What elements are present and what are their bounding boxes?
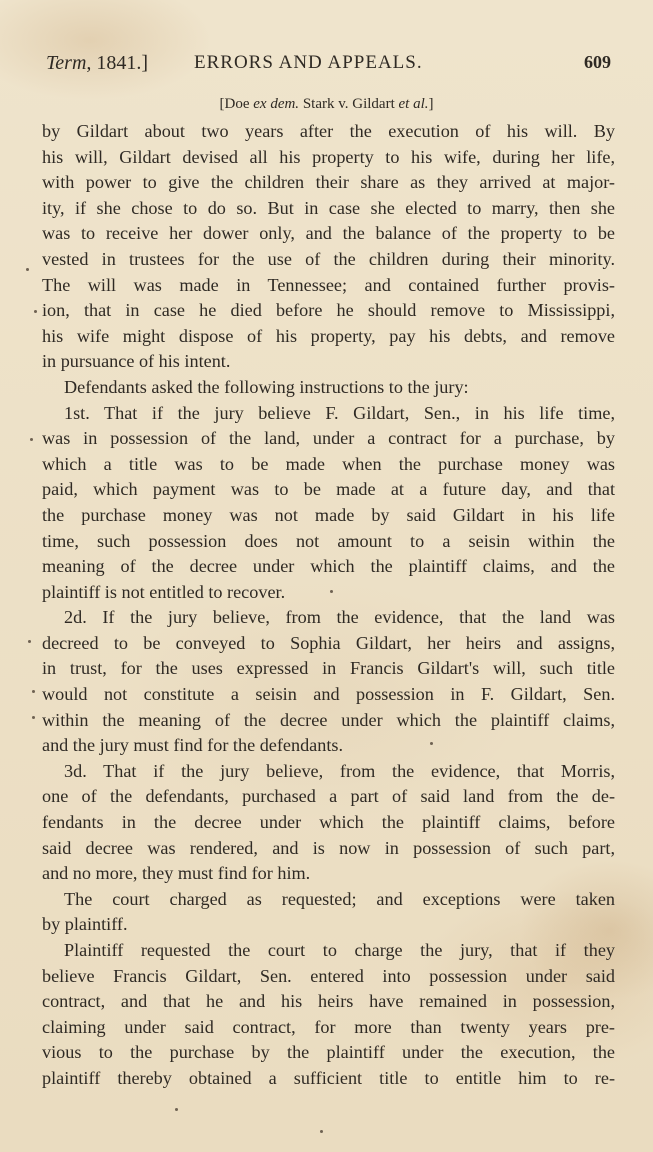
text-line: with power to give the children their share as they arrived at major-	[42, 172, 615, 193]
text-line: 2d. If the jury believe, from the evidence, that the land was	[64, 607, 615, 628]
text-line: claiming under said contract, for more than twenty years pre-	[42, 1016, 615, 1037]
margin-mark	[32, 690, 35, 693]
margin-mark	[26, 268, 29, 271]
text-line: Plaintiff requested the court to charge the jury, that if they	[64, 940, 615, 960]
text-line: and no more, they must find for him.	[42, 863, 311, 884]
margin-mark	[28, 640, 31, 643]
text-line: and the jury must find for the defendants.	[42, 735, 344, 756]
text-line: paid, which payment was to be made at a future day, and that	[42, 479, 615, 500]
case-ref-prefix: [Doe	[219, 96, 254, 112]
text-line: by plaintiff.	[42, 914, 128, 935]
margin-mark	[320, 1130, 323, 1133]
text-line: by Gildart about two years after the execution of his will. By	[42, 121, 615, 141]
text-line: in trust, for the uses expressed in Francis Gildart's will, such title	[42, 658, 615, 679]
text-line: 1st. That if the jury believe F. Gildart, Sen., in his life time,	[64, 402, 615, 423]
margin-mark	[175, 1108, 178, 1111]
page-number: 609	[584, 52, 611, 72]
text-line: which a title was to be made when the purchase money was	[42, 453, 615, 474]
text-line: in pursuance of his intent.	[42, 351, 231, 372]
text-line: was to receive her dower only, and the balance of the property to be	[42, 223, 615, 244]
text-line: contract, and that he and his heirs have remained in possession,	[42, 991, 615, 1012]
text-line: plaintiff thereby obtained a sufficient title to entitle him to re-	[42, 1067, 615, 1088]
text-line: said decree was rendered, and is now in possession of such part,	[42, 837, 615, 858]
text-line: ity, if she chose to do so. But in case she elected to marry, then she	[42, 197, 615, 218]
case-ref-ex-dem: ex dem.	[253, 96, 300, 112]
text-line: his wife might dispose of his property, pay his debts, and remove	[42, 325, 615, 346]
margin-mark	[430, 742, 433, 745]
text-line: vious to the purchase by the plaintiff under the execution, the	[42, 1042, 615, 1063]
running-head-term	[46, 52, 148, 75]
text-line: Defendants asked the following instructions to the jury:	[64, 376, 469, 397]
text-line: his will, Gildart devised all his property to his wife, during her life,	[42, 146, 615, 167]
text-line: 3d. That if the jury believe, from the evidence, that Morris,	[64, 760, 615, 781]
running-head	[46, 52, 611, 82]
margin-mark	[34, 310, 37, 313]
text-line: would not constitute a seisin and possession in F. Gildart, Sen.	[42, 684, 615, 705]
text-line: The will was made in Tennessee; and contained further provis-	[42, 274, 615, 295]
text-line: vested in trustees for the use of the children during their minority.	[42, 248, 615, 269]
text-line: time, such possession does not amount to a seisin within the	[42, 530, 615, 551]
text-line: one of the defendants, purchased a part of said land from the de-	[42, 786, 615, 807]
text-line: believe Francis Gildart, Sen. entered into possession under said	[42, 965, 615, 986]
case-ref-suffix: ]	[428, 96, 434, 112]
case-ref-parties: Stark v. Gildart	[299, 96, 399, 112]
text-line: the purchase money was not made by said Gildart in his life	[42, 504, 615, 525]
term-year: 1841.]	[91, 52, 149, 74]
text-line: decreed to be conveyed to Sophia Gildart, her heirs and assigns,	[42, 632, 615, 653]
text-line: ion, that in case he died before he should remove to Mississippi,	[42, 300, 615, 321]
term-word: Term,	[46, 52, 92, 74]
margin-mark	[330, 590, 333, 593]
text-line: was in possession of the land, under a contract for a purchase, by	[42, 428, 615, 449]
running-head-title: ERRORS AND APPEALS.	[194, 52, 423, 73]
case-reference	[0, 96, 653, 113]
text-line: meaning of the decree under which the plaintiff claims, and the	[42, 556, 615, 577]
text-line: plaintiff is not entitled to recover.	[42, 581, 286, 602]
margin-mark	[32, 716, 35, 719]
case-ref-et-al: et al.	[398, 96, 429, 112]
text-line: fendants in the decree under which the plaintiff claims, before	[42, 812, 615, 833]
body-text	[42, 119, 615, 1092]
text-line: The court charged as requested; and exceptions were taken	[64, 888, 615, 909]
margin-mark	[30, 438, 33, 441]
text-line: within the meaning of the decree under which the plaintiff claims,	[42, 709, 615, 730]
